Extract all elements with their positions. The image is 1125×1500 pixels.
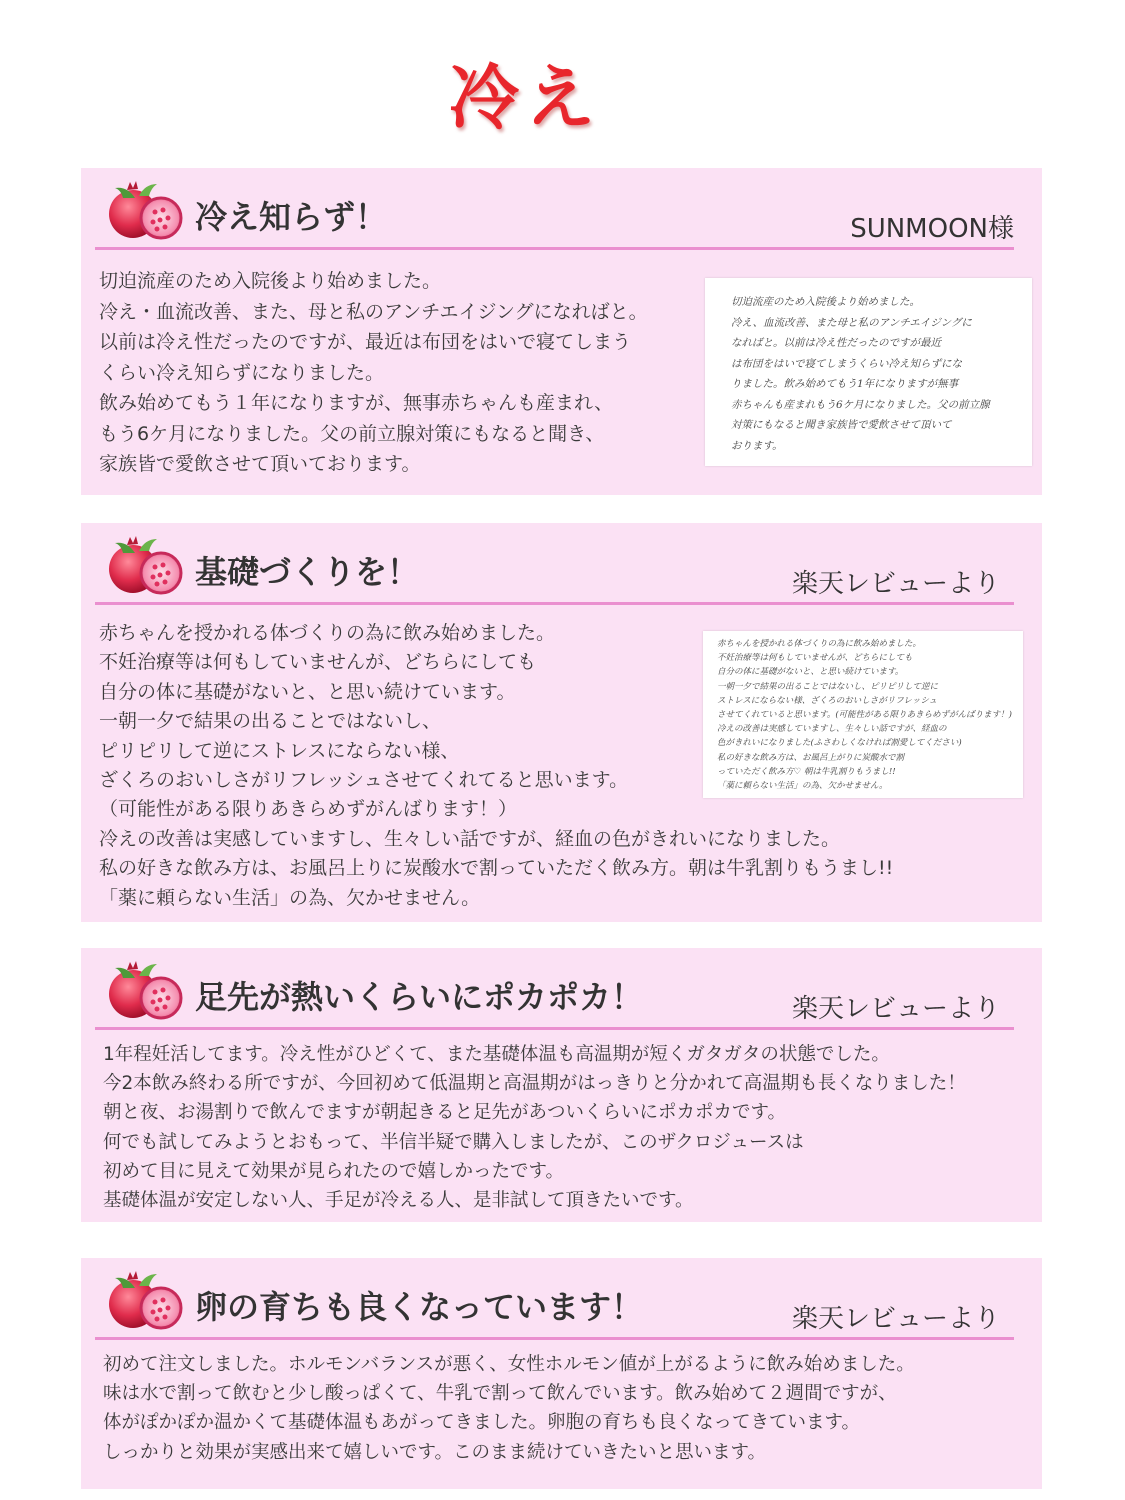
- review-text: [103, 1350, 915, 1467]
- card-author: SUNMOON様: [850, 214, 1014, 244]
- note-line: 切迫流産のため入院後より始めました。: [731, 296, 920, 308]
- review-line: 1年程妊活してます。冷え性がひどくて、また基礎体温も高温期が短くガタガタの状態でした。: [103, 1044, 890, 1065]
- review-line: 冷え・血流改善、また、母と私のアンチエイジングになればと。: [99, 300, 648, 323]
- note-line: 不妊治療等は何もしていませんが、どちらにしても: [717, 653, 913, 664]
- note-line: なればと。以前は冷え性だったのですが最近: [731, 337, 941, 349]
- review-line: 自分の体に基礎がないと、と思い続けています。: [99, 680, 516, 703]
- header-divider: [95, 247, 1014, 250]
- review-line: 飲み始めてもう１年になりますが、無事赤ちゃんも産まれ、: [99, 392, 614, 414]
- card-header: [95, 1258, 1014, 1340]
- note-line: おります。: [731, 439, 783, 452]
- review-line: 冷えの改善は実感していますし、生々しい話ですが、経血の色がきれいになりました。: [99, 827, 841, 850]
- handwritten-note: [703, 631, 1023, 798]
- note-line: させてくれていると思います。(可能性がある限りあきらめずがんばります！): [717, 710, 1012, 721]
- note-line: 冷えの改善は実感していますし、生々しい話ですが、経血の: [717, 724, 947, 735]
- review-line: 赤ちゃんを授かれる体づくりの為に飲み始めました。: [99, 622, 556, 644]
- header-divider: [95, 602, 1014, 605]
- note-line: 私の好きな飲み方は、お風呂上がりに炭酸水で割: [717, 752, 905, 763]
- page-title: 冷え: [449, 57, 601, 139]
- review-line: 味は水で割って飲むと少し酸っぱくて、牛乳で割って飲んでいます。飲み始めて２週間ですが、: [103, 1383, 897, 1405]
- card-title: 卵の育ちも良くなっています！: [195, 1288, 644, 1326]
- card-title: 足先が熱いくらいにポカポカ！: [195, 978, 644, 1016]
- header-divider: [95, 1337, 1014, 1340]
- pomegranate-icon: [105, 178, 187, 242]
- handwritten-note: [705, 278, 1032, 466]
- review-line: 「薬に頼らない生活」の為、欠かせません。: [99, 886, 481, 909]
- note-line: 冷え、血流改善、また母と私のアンチエイジングに: [731, 316, 972, 329]
- review-text: [99, 266, 648, 480]
- review-line: 以前は冷え性だったのですが、最近は布団をはいで寝てしまう: [99, 331, 632, 353]
- review-line: 切迫流産のため入院後より始めました。: [99, 270, 442, 292]
- note-line: 赤ちゃんも産まれもう6ケ月になりました。父の前立腺: [731, 398, 990, 411]
- review-card: [81, 168, 1042, 495]
- card-author: 楽天レビューより: [791, 1304, 1000, 1334]
- review-line: もう6ケ月になりました。父の前立腺対策にもなると聞き、: [99, 422, 605, 445]
- review-card: [81, 948, 1042, 1222]
- card-author: 楽天レビューより: [791, 569, 1000, 599]
- review-line: しっかりと効果が実感出来て嬉しいです。このまま続けていきたいと思います。: [103, 1441, 767, 1463]
- review-card: [81, 1258, 1042, 1489]
- card-title: 基礎づくりを！: [195, 553, 420, 591]
- note-line: っていただく飲み方♡ 朝は牛乳割りもうまし!!: [717, 766, 896, 777]
- review-line: 不妊治療等は何もしていませんが、どちらにしても: [99, 651, 537, 674]
- card-title: 冷え知らず！: [195, 198, 388, 236]
- review-line: ざくろのおいしさがリフレッシュさせてくれてると思います。: [99, 769, 629, 792]
- review-line: 朝と夜、お湯割りで飲んでますが朝起きると足先があついくらいにポカポカです。: [103, 1102, 787, 1124]
- review-line: 初めて目に見えて効果が見られたので嬉しかったです。: [103, 1160, 565, 1182]
- card-author: 楽天レビューより: [791, 994, 1000, 1024]
- note-line: 一朝一夕で結果の出ることではないし、ピリピリして逆に: [717, 681, 939, 692]
- note-line: 赤ちゃんを授かれる体づくりの為に飲み始めました。: [717, 639, 922, 649]
- card-header: [95, 168, 1014, 250]
- note-line: 色がきれいになりました(ふさわしくなければ割愛してください): [717, 738, 962, 749]
- handwritten-note-text: [705, 278, 1032, 456]
- review-line: 体がぽかぽか温かくて基礎体温もあがってきました。卵胞の育ちも良くなってきています。: [103, 1412, 861, 1434]
- card-header: [95, 948, 1014, 1030]
- handwritten-note-text: [703, 631, 1023, 793]
- review-line: くらい冷え知らずになりました。: [99, 361, 385, 384]
- review-text: [103, 1040, 966, 1215]
- card-header: [95, 523, 1014, 605]
- note-line: 対策にもなると聞き家族皆で愛飲させて頂いて: [731, 419, 952, 431]
- review-line: （可能性がある限りあきらめずがんばります！）: [99, 798, 518, 821]
- note-line: は布団をはいで寝てしまうくらい冷え知らずにな: [731, 357, 962, 370]
- review-line: 初めて注文しました。ホルモンバランスが悪く、女性ホルモン値が上がるように飲み始めました。: [103, 1354, 915, 1375]
- note-line: ストレスにならない様、ざくろのおいしさがリフレッシュ: [717, 695, 938, 706]
- header-divider: [95, 1027, 1014, 1030]
- review-line: 何でも試してみようとおもって、半信半疑で購入しましたが、このザクロジュースは: [103, 1131, 804, 1153]
- review-line: 私の好きな飲み方は、お風呂上りに炭酸水で割っていただく飲み方。朝は牛乳割りもうまし!!: [99, 857, 894, 880]
- pomegranate-icon: [105, 958, 187, 1022]
- review-line: ピリピリして逆にストレスにならない様、: [99, 739, 460, 762]
- note-line: 自分の体に基礎がないと、と思い続けています。: [717, 667, 904, 678]
- review-line: 家族皆で愛飲させて頂いております。: [99, 453, 421, 475]
- pomegranate-icon: [105, 533, 187, 597]
- review-line: 今2本飲み終わる所ですが、今回初めて低温期と高温期がはっきりと分かれて高温期も長くなりました！: [103, 1073, 966, 1095]
- pomegranate-icon: [105, 1268, 187, 1332]
- review-line: 一朝一夕で結果の出ることではないし、: [99, 710, 442, 733]
- review-line: 基礎体温が安定しない人、手足が冷える人、是非試して頂きたいです。: [103, 1190, 694, 1212]
- note-line: りました。飲み始めてもう1年になりますが無事: [731, 378, 959, 390]
- review-card: [81, 523, 1042, 922]
- note-line: 「薬に頼らない生活」の為、欠かせません。: [717, 781, 888, 792]
